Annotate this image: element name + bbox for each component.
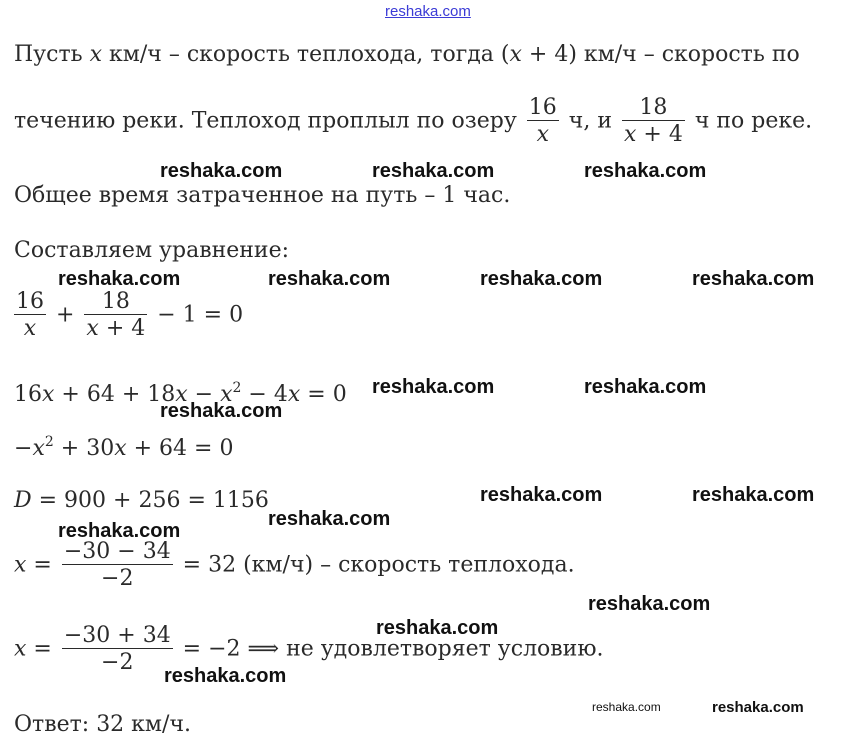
watermark: reshaka.com	[712, 699, 804, 716]
text-line-2: течению реки. Теплоход проплыл по озеру $\frac{16}{x}$ ч, и $\frac{18}{x + 4}$ ч по реке.	[14, 95, 813, 148]
watermark: reshaka.com	[592, 700, 661, 714]
equation-root-1: x = $\frac{-30 - 34}{-2}$ = 32 (км/ч) – скорость теплохода.	[14, 539, 575, 592]
watermark: reshaka.com	[160, 160, 283, 182]
equation-discriminant: D = 900 + 256 = 1156	[14, 488, 269, 513]
equation-root-2: x = $\frac{-30 + 34}{-2}$ = −2 ⟹ не удовлетворяет условию.	[14, 623, 604, 676]
equation-2: $16x + 64 + 18x - x^2 - 4x = 0$	[14, 380, 347, 407]
watermark: reshaka.com	[480, 484, 603, 506]
root-2-fraction: $\frac{-30 + 34}{-2}$	[63, 623, 171, 676]
watermark: reshaka.com	[584, 376, 707, 398]
watermark: reshaka.com	[588, 593, 711, 615]
answer: Ответ: 32 км/ч.	[14, 712, 191, 737]
watermark-top-link[interactable]: reshaka.com	[385, 3, 471, 20]
equation-3: $-x^2 + 30x + 64 = 0$	[14, 434, 234, 461]
watermark: reshaka.com	[58, 268, 181, 290]
watermark: reshaka.com	[480, 268, 603, 290]
watermark: reshaka.com	[376, 617, 499, 639]
text-line-1: Пусть x км/ч – скорость теплохода, тогда (x + 4) км/ч – скорость по	[14, 42, 800, 67]
fraction-18-x-plus-4: $\frac{18}{x + 4}$	[623, 95, 683, 148]
watermark: reshaka.com	[268, 268, 391, 290]
watermark: reshaka.com	[372, 160, 495, 182]
text-line-3: Общее время затраченное на путь – 1 час.	[14, 183, 511, 208]
watermark: reshaka.com	[692, 484, 815, 506]
equation-1: $\frac{16}{x}$ + $\frac{18}{x + 4}$ − 1 = 0	[16, 289, 244, 342]
watermark: reshaka.com	[692, 268, 815, 290]
text-line-4: Составляем уравнение:	[14, 238, 290, 263]
fraction-16-x: $\frac{16}{x}$	[528, 95, 557, 148]
watermark: reshaka.com	[268, 508, 391, 530]
root-1-fraction: $\frac{-30 - 34}{-2}$	[63, 539, 171, 592]
watermark: reshaka.com	[372, 376, 495, 398]
watermark: reshaka.com	[164, 665, 287, 687]
watermark: reshaka.com	[58, 520, 181, 542]
eq1-fraction-1: $\frac{16}{x}$	[16, 289, 44, 342]
watermark: reshaka.com	[584, 160, 707, 182]
eq1-fraction-2: $\frac{18}{x + 4}$	[86, 289, 146, 342]
watermark: reshaka.com	[160, 400, 283, 422]
